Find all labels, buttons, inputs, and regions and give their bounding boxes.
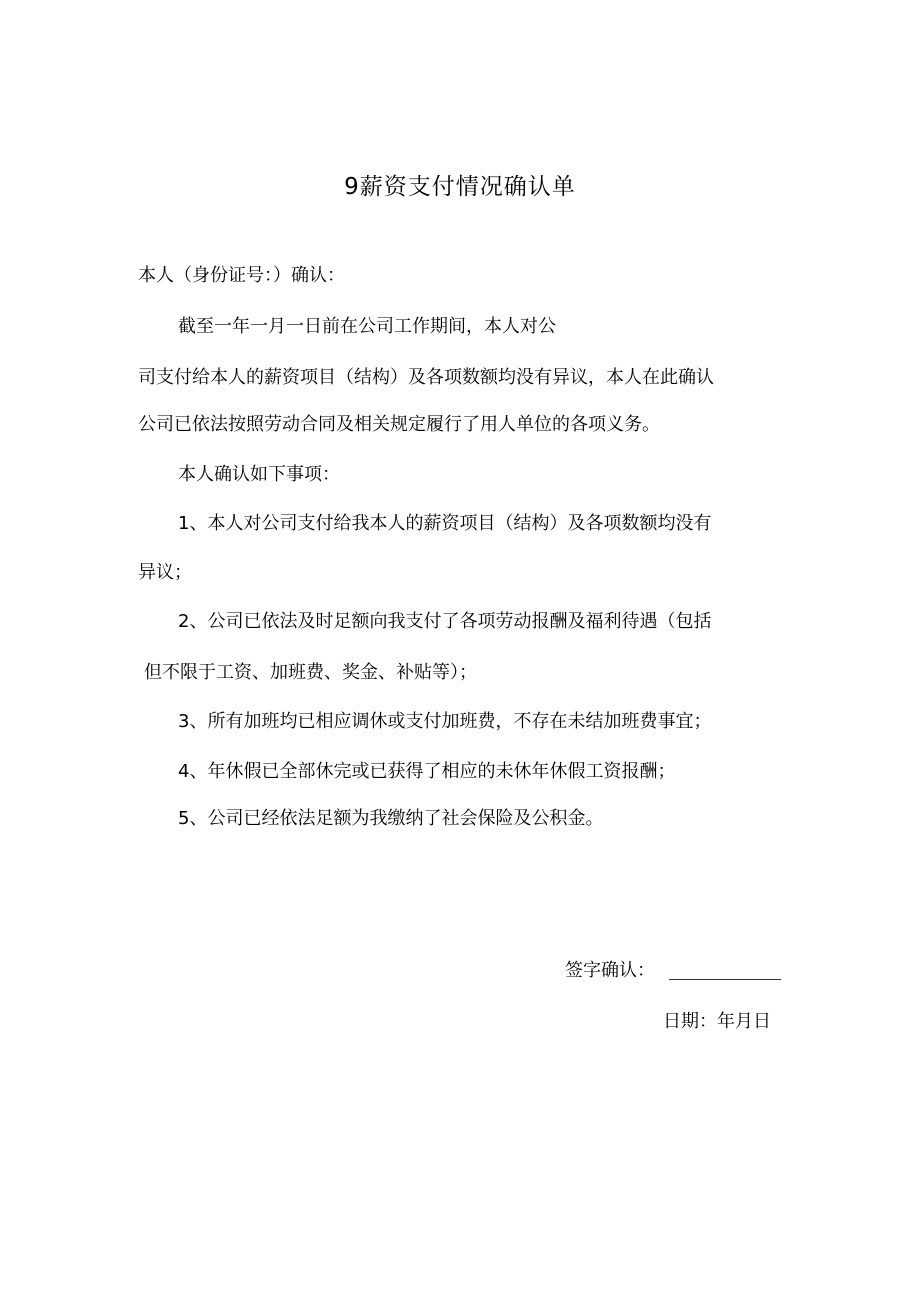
date-label: 日期：年月日: [663, 1011, 771, 1032]
intro-line: 本人（身份证号：）确认：: [138, 265, 345, 286]
list-item: 3、所有加班均已相应调休或支付加班费，不存在未结加班费事宜；: [178, 711, 712, 732]
list-item-continuation: 但不限于工资、加班费、奖金、补贴等）；: [144, 662, 477, 683]
list-item: 5、公司已经依法足额为我缴纳了社会保险及公积金。: [178, 808, 604, 829]
document-title: 9薪资支付情况确认单: [344, 174, 576, 200]
signature-area: [565, 957, 781, 985]
signature-line[interactable]: [669, 978, 781, 980]
paragraph-line: 司支付给本人的薪资项目（结构）及各项数额均没有异议，本人在此确认: [138, 367, 714, 388]
paragraph-line: 截至一年一月一日前在公司工作期间，本人对公: [178, 316, 556, 337]
list-item: 2、公司已依法及时足额向我支付了各项劳动报酬及福利待遇（包括: [178, 611, 712, 632]
confirm-heading: 本人确认如下事项：: [178, 464, 340, 485]
list-item-continuation: 异议；: [138, 562, 192, 583]
list-item: 4、年休假已全部休完或已获得了相应的未休年休假工资报酬；: [178, 761, 676, 782]
paragraph-line: 公司已依法按照劳动合同及相关规定履行了用人单位的各项义务。: [138, 414, 660, 435]
list-item: 1、本人对公司支付给我本人的薪资项目（结构）及各项数额均没有: [178, 513, 712, 534]
signature-label: 签字确认：: [565, 960, 655, 981]
